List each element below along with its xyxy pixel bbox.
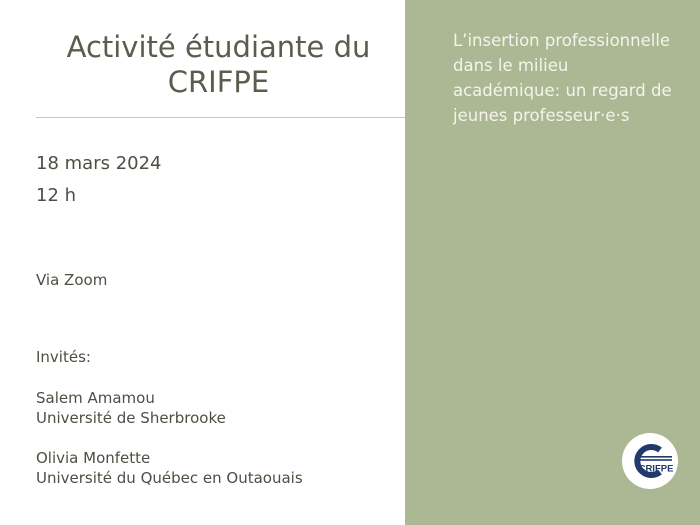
event-date: 18 mars 2024 xyxy=(36,153,162,174)
guest-name: Olivia Monfette xyxy=(36,449,151,467)
logo-line-top xyxy=(639,456,672,458)
guests-label: Invités: xyxy=(36,348,91,366)
title-divider xyxy=(36,117,405,118)
guest-affiliation: Université du Québec en Outaouais xyxy=(36,469,303,487)
event-title: Activité étudiante du CRIFPE xyxy=(66,30,371,99)
crifpe-logo-icon xyxy=(622,433,678,489)
guest-entry xyxy=(36,448,303,488)
crifpe-logo xyxy=(622,433,678,489)
logo-circle xyxy=(622,433,678,489)
guest-name: Salem Amamou xyxy=(36,389,155,407)
guest-entry xyxy=(36,388,226,428)
guest-affiliation: Université de Sherbrooke xyxy=(36,409,226,427)
event-time: 12 h xyxy=(36,185,77,206)
logo-text: CRIFPE xyxy=(638,463,674,475)
event-subtitle: L’insertion professionnelle dans le milieu académique: un regard de jeunes professeur·e·s xyxy=(453,31,672,125)
logo-line-mid xyxy=(639,459,672,461)
event-location: Via Zoom xyxy=(36,271,108,289)
